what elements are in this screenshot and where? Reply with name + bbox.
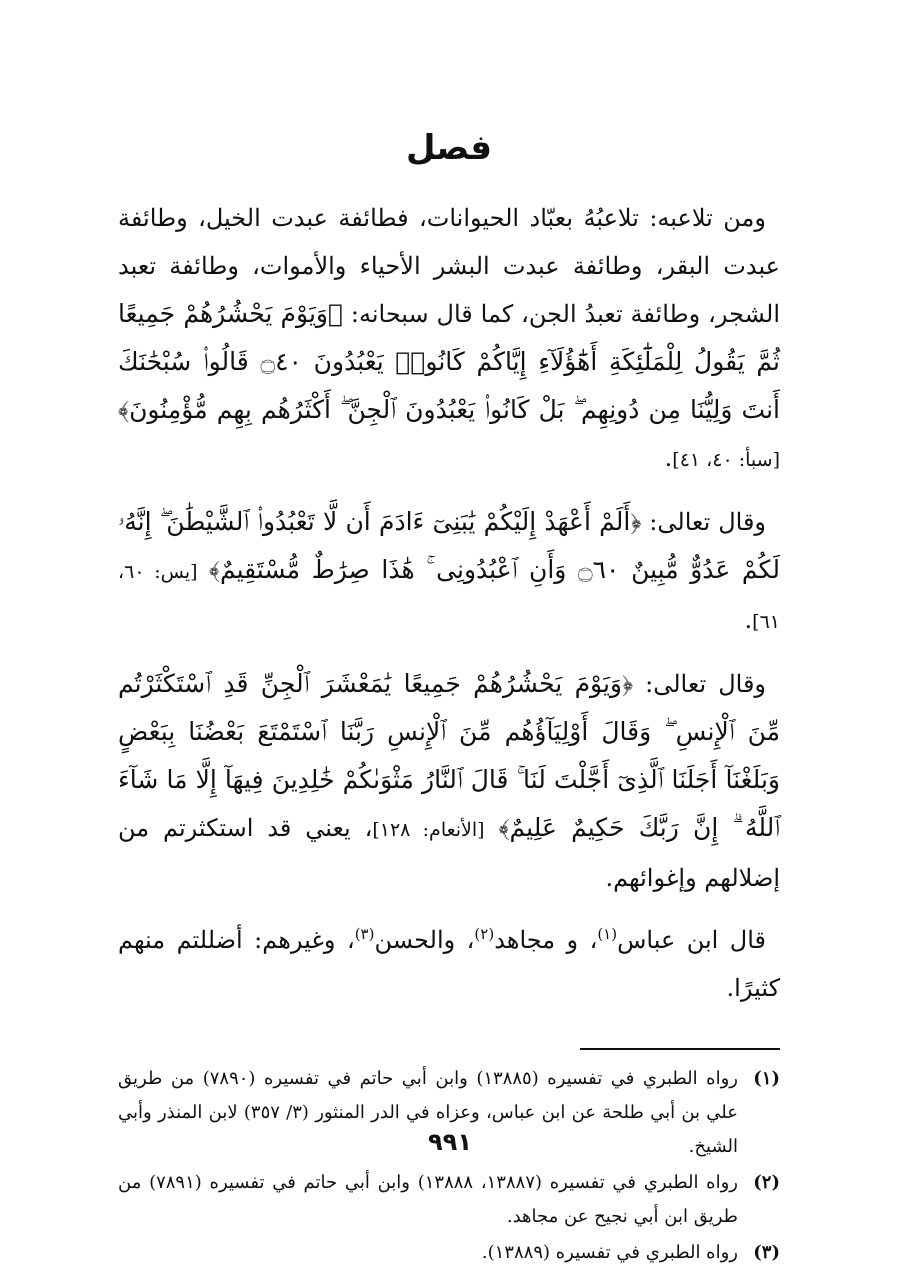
citation-saba: [سبأ: ٤٠، ٤١] [672,449,780,471]
paragraph-2 [118,498,780,646]
page-number: ٩٩١ [428,1128,472,1156]
paragraph-4-part-3: ، والحسن [374,926,475,954]
paragraph-1-text: ومن تلاعبه: تلاعبُهُ بعبّاد الحيوانات، فطائفة عبدت الخيل، وطائفة عبدت البقر، وطائفة عبدت البشر الأحياء والأموات، وطائفة تعبد الشجر، وطائفة تعبدُ الجن، كما قال سبحانه: [118,204,780,328]
paragraph-4-part-1: قال ابن عباس [617,926,766,954]
paragraph-2-text: وقال تعالى: [641,508,767,536]
paragraph-4-part-2: ، و مجاهد [494,926,598,954]
paragraph-1 [118,194,780,484]
paragraph-3-text: وقال تعالى: [633,670,766,698]
quran-verse-saba: ﴿وَيَوْمَ يَحْشُرُهُمْ جَمِيعًا ثُمَّ يَقُولُ لِلْمَلَٰٓئِكَةِ أَهَٰٓؤُلَآءِ إِيَّاكُمْ كَانُوا۟ يَعْبُدُونَ ۝٤٠ قَالُوا۟ سُبْحَٰنَكَ أَنتَ وَلِيُّنَا مِن دُونِهِم ۖ بَلْ كَانُوا۟ يَعْبُدُونَ ٱلْجِنَّ ۖ أَكْثَرُهُم بِهِم مُّؤْمِنُونَ﴾ [118,299,780,424]
paragraph-3-end: ، يعني قد استكثرتم من إضلالهم وإغوائهم. [118,814,780,892]
footnote-number: (١) [753,1068,780,1089]
footnote-ref-2[interactable]: (٢) [474,925,495,943]
footnote-number: (٢) [753,1172,780,1193]
footnote-3 [118,1236,780,1270]
quran-verse-yasin: ﴿أَلَمْ أَعْهَدْ إِلَيْكُمْ يَٰبَنِىٓ ءَادَمَ أَن لَّا تَعْبُدُوا۟ ٱلشَّيْطَٰنَ ۖ إِنَّهُۥ لَكُمْ عَدُوٌّ مُّبِينٌ ۝٦٠ وَأَنِ ٱعْبُدُونِى ۚ هَٰذَا صِرَٰطٌ مُّسْتَقِيمٌ﴾ [118,507,780,584]
page-body [118,120,780,1272]
paragraph-3 [118,660,780,902]
footnote-text: رواه الطبري في تفسيره (١٣٨٨٥) وابن أبي حاتم في تفسيره (٧٨٩٠) من طريق علي بن أبي طلحة عن ابن عباس، وعزاه في الدر المنثور (٣/ ٣٥٧) لابن المنذر وأبي الشيخ. [118,1068,738,1157]
footnote-separator [580,1048,780,1050]
citation-anam: [الأنعام: ١٢٨] [372,819,485,841]
footnote-text: رواه الطبري في تفسيره (١٣٨٨٧، ١٣٨٨٨) وابن أبي حاتم في تفسيره (٧٨٩١) من طريق ابن أبي نجيح عن مجاهد. [118,1172,738,1227]
chapter-title: فصل [405,128,493,168]
footnote-number: (٣) [753,1242,780,1263]
paragraph-4-part-4: ، وغيرهم: أضللتم منهم كثيرًا. [118,926,780,1002]
footnote-2 [118,1166,780,1234]
quran-verse-anam: ﴿وَيَوْمَ يَحْشُرُهُمْ جَمِيعًا يَٰمَعْشَرَ ٱلْجِنِّ قَدِ ٱسْتَكْثَرْتُم مِّنَ ٱلْإِنسِ ۖ وَقَالَ أَوْلِيَآؤُهُم مِّنَ ٱلْإِنسِ رَبَّنَا ٱسْتَمْتَعَ بَعْضُنَا بِبَعْضٍ وَبَلَغْنَآ أَجَلَنَا ٱلَّذِىٓ أَجَّلْتَ لَنَا ۚ قَالَ ٱلنَّارُ مَثْوَىٰكُمْ خَٰلِدِينَ فِيهَآ إِلَّا مَا شَآءَ ٱللَّهُ ۗ إِنَّ رَبَّكَ حَكِيمٌ عَلِيمٌ﴾ [118,669,781,842]
paragraph-1-end: . [664,444,673,472]
footnote-text: رواه الطبري في تفسيره (١٣٨٨٩). [481,1242,738,1263]
footnote-ref-1[interactable]: (١) [597,925,618,943]
paragraph-4 [118,916,780,1012]
paragraph-2-end: . [744,606,753,634]
citation-yasin: [يس: ٦٠، ٦١] [118,561,780,633]
footnote-ref-3[interactable]: (٣) [354,925,375,943]
